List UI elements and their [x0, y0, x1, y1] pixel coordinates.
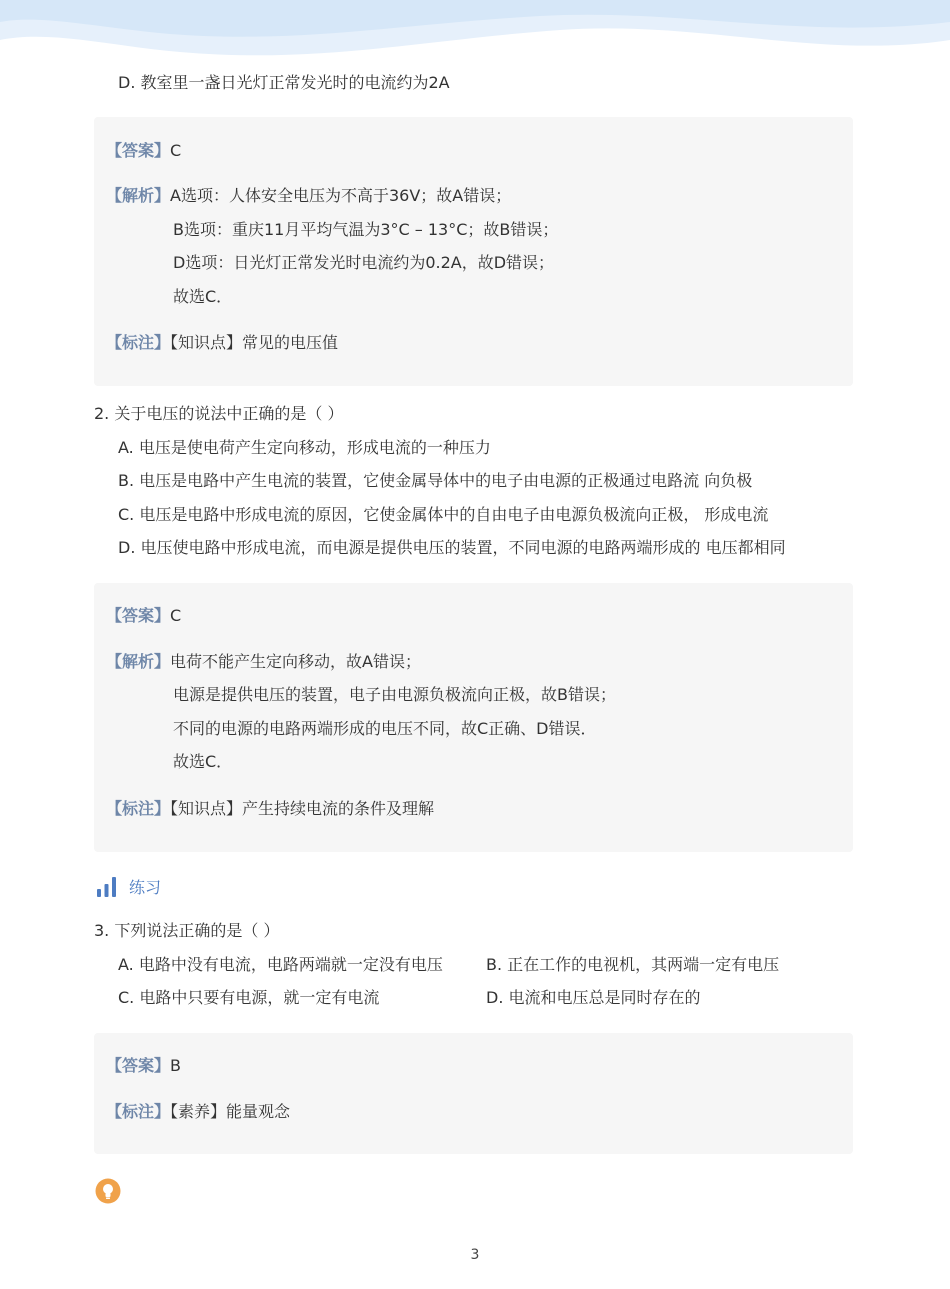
answer-box [94, 1033, 853, 1154]
question-option: C. 电路中只要有电源，就一定有电流 [118, 988, 380, 1007]
note-row [106, 332, 338, 354]
question-option: D. 教室里一盏日光灯正常发光时的电流约为2A [118, 73, 450, 92]
analysis-line: D选项：日光灯正常发光时电流约为0.2A，故D错误； [173, 253, 555, 272]
answer-value: B [170, 1056, 181, 1075]
page-number: 3 [470, 1247, 480, 1263]
note-value: 【素养】能量观念 [170, 1102, 291, 1121]
header-wave-decoration [0, 0, 950, 70]
analysis-line: B选项：重庆11月平均气温为3°C – 13°C；故B错误； [173, 220, 559, 239]
answer-value: C [170, 141, 182, 160]
answer-tag: 【答案】 [106, 141, 171, 160]
question-stem: 3. 下列说法正确的是（ ） [94, 921, 280, 940]
note-tag: 【标注】 [106, 333, 171, 352]
analysis-line: 不同的电源的电路两端形成的电压不同，故C正确、D错误． [173, 719, 597, 738]
note-tag: 【标注】 [106, 1102, 171, 1121]
analysis-tag: 【解析】 [106, 652, 171, 671]
analysis-row [106, 185, 511, 207]
question-option: C. 电压是电路中形成电流的原因，它使金属体中的自由电子由电源负极流向正极， 形成电流 [118, 505, 769, 524]
note-row [106, 1101, 290, 1123]
answer-tag: 【答案】 [106, 606, 171, 625]
note-value: 【知识点】产生持续电流的条件及理解 [170, 799, 435, 818]
question-option: D. 电流和电压总是同时存在的 [486, 988, 701, 1007]
answer-tag: 【答案】 [106, 1056, 171, 1075]
answer-row [106, 140, 181, 162]
note-tag: 【标注】 [106, 799, 171, 818]
bar-chart-icon [96, 876, 118, 898]
question-option: B. 电压是电路中产生电流的装置，它使金属导体中的电子由电源的正极通过电路流 向负极 [118, 471, 753, 490]
answer-row [106, 1055, 181, 1077]
analysis-line: 电荷不能产生定向移动，故A错误； [170, 652, 421, 671]
question-stem: 2. 关于电压的说法中正确的是（ ） [94, 404, 344, 423]
note-row [106, 798, 434, 820]
analysis-line: 故选C． [173, 287, 233, 306]
analysis-line: A选项：人体安全电压为不高于36V；故A错误； [170, 186, 512, 205]
analysis-row [106, 651, 421, 673]
question-option: B. 正在工作的电视机，其两端一定有电压 [486, 955, 780, 974]
analysis-line: 电源是提供电压的装置，电子由电源负极流向正极，故B错误； [173, 685, 616, 704]
section-title: 练习 [129, 878, 162, 897]
answer-value: C [170, 606, 182, 625]
analysis-tag: 【解析】 [106, 186, 171, 205]
analysis-line: 故选C． [173, 752, 233, 771]
question-option: A. 电压是使电荷产生定向移动，形成电流的一种压力 [118, 438, 491, 457]
lightbulb-icon [95, 1178, 121, 1204]
note-value: 【知识点】常见的电压值 [170, 333, 339, 352]
question-option: D. 电压使电路中形成电流，而电源是提供电压的装置，不同电源的电路两端形成的 电压都相同 [118, 538, 786, 557]
question-option: A. 电路中没有电流，电路两端就一定没有电压 [118, 955, 443, 974]
answer-row [106, 605, 181, 627]
